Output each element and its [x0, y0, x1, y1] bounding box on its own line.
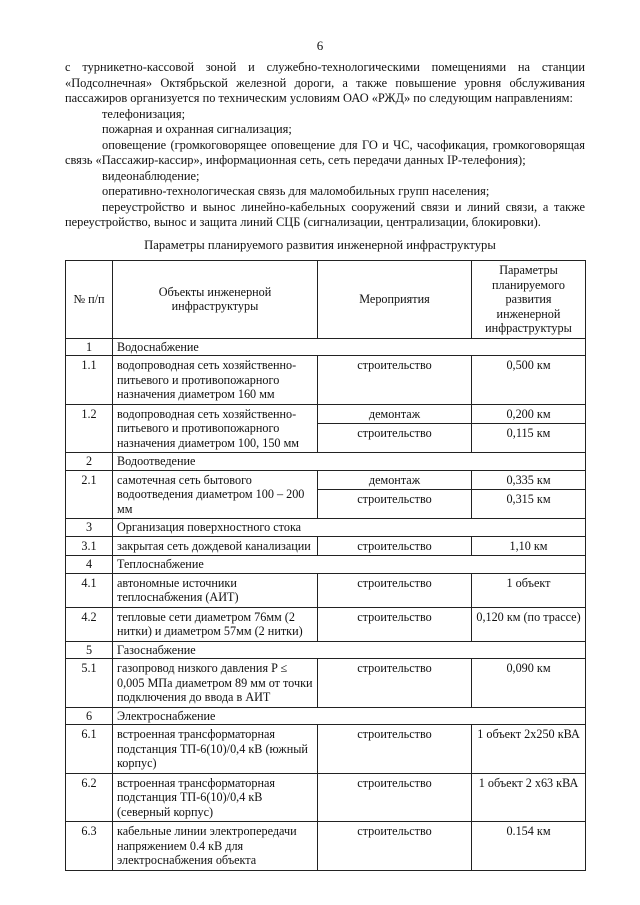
action-value: строительство	[357, 661, 432, 675]
row-number: 4.2	[66, 607, 113, 641]
action-value: строительство	[318, 423, 471, 443]
table-title: Параметры планируемого развития инженерной инфраструктуры	[144, 238, 496, 252]
object-cell: автономные источники теплоснабжения (АИТ)	[113, 573, 318, 607]
action-value: демонтаж	[368, 406, 421, 421]
object-cell: водопроводная сеть хозяйственно-питьевого и противопожарного назначения диаметром 100, 150 мм	[113, 404, 318, 453]
action-value: строительство	[357, 727, 432, 741]
intro-text	[65, 60, 585, 231]
section-title: Водоснабжение	[113, 338, 586, 356]
table-row	[66, 607, 586, 641]
row-number: 1.1	[66, 356, 113, 405]
infrastructure-table	[65, 260, 586, 871]
row-number: 3.1	[66, 536, 113, 556]
row-number: 2	[66, 453, 113, 471]
object-cell: встроенная трансформаторная подстанция ТП-6(10)/0,4 кВ (южный корпус)	[113, 725, 318, 774]
section-title: Организация поверхностного стока	[113, 519, 586, 537]
row-number: 3	[66, 519, 113, 537]
params-cell	[472, 404, 586, 453]
params-cell	[472, 725, 586, 774]
param-value: 0,115 км	[472, 423, 585, 443]
param-value: 1 объект 2х250 кВА	[477, 727, 580, 741]
header-action: Мероприятия	[318, 261, 472, 339]
section-row	[66, 453, 586, 471]
action-cell	[318, 822, 472, 871]
intro-item: оповещение (громкоговорящее оповещение для ГО и ЧС, часофикация, громкоговорящая связь «Пассажир-кассир», информационная сеть, сеть передачи данных IP-телефония);	[65, 137, 585, 167]
section-row	[66, 556, 586, 574]
object-cell: газопровод низкого давления P ≤ 0,005 МПа диаметром 89 мм от точки подключения до ввода в АИТ	[113, 659, 318, 708]
header-params: Параметры планируемого развития инженерной инфраструктуры	[472, 261, 586, 339]
row-number: 1.2	[66, 404, 113, 453]
param-value: 1,10 км	[509, 538, 548, 553]
action-value: строительство	[357, 609, 432, 624]
row-number: 6.2	[66, 773, 113, 822]
intro-item: оперативно-технологическая связь для маломобильных групп населения;	[102, 184, 490, 198]
param-value: 0,200 км	[506, 406, 551, 421]
table-row	[66, 659, 586, 708]
param-value: 0,090 км	[506, 661, 551, 675]
page-number: 6	[316, 38, 324, 53]
action-cell	[318, 659, 472, 708]
section-title: Водоотведение	[113, 453, 586, 471]
section-title: Газоснабжение	[113, 641, 586, 659]
table-row	[66, 773, 586, 822]
row-number: 4	[66, 556, 113, 574]
section-row	[66, 519, 586, 537]
row-number: 1	[66, 338, 113, 356]
action-cell	[318, 725, 472, 774]
object-cell: кабельные линии электропередачи напряжением 0.4 кВ для электроснабжения объекта	[113, 822, 318, 871]
params-cell	[472, 356, 586, 405]
param-value: 0.154 км	[506, 824, 551, 838]
table-row	[66, 404, 586, 453]
table-row	[66, 822, 586, 871]
intro-paragraph: с турникетно-кассовой зоной и служебно-технологическими помещениями на станции «Подсолнечная» Октябрьской железной дороги, а также повышение уровня обслуживания пассажиров организуется по техническим условиям ОАО «РЖД» по следующим направлениям:	[65, 60, 585, 105]
row-number: 6.3	[66, 822, 113, 871]
action-cell	[318, 773, 472, 822]
action-value: строительство	[357, 575, 432, 590]
params-cell	[472, 659, 586, 708]
section-row	[66, 641, 586, 659]
action-cell	[318, 573, 472, 607]
action-cell	[318, 470, 472, 519]
section-title: Электроснабжение	[113, 707, 586, 725]
action-value: строительство	[357, 538, 432, 553]
section-row	[66, 338, 586, 356]
row-number: 4.1	[66, 573, 113, 607]
header-num: № п/п	[66, 261, 113, 339]
action-value: демонтаж	[368, 472, 421, 487]
object-cell: самотечная сеть бытового водоотведения диаметром 100 – 200 мм	[113, 470, 318, 519]
table-row	[66, 536, 586, 556]
table-header-row	[66, 261, 586, 339]
row-number: 2.1	[66, 470, 113, 519]
section-title: Теплоснабжение	[113, 556, 586, 574]
object-cell: тепловые сети диаметром 76мм (2 нитки) и диаметром 57мм (2 нитки)	[113, 607, 318, 641]
object-cell: водопроводная сеть хозяйственно-питьевого и противопожарного назначения диаметром 160 мм	[113, 356, 318, 405]
action-value: строительство	[357, 775, 432, 790]
row-number: 6.1	[66, 725, 113, 774]
intro-item: телефонизация;	[102, 106, 186, 121]
table-row	[66, 573, 586, 607]
params-cell	[472, 573, 586, 607]
params-cell	[472, 607, 586, 641]
intro-item: пожарная и охранная сигнализация;	[102, 122, 292, 136]
action-cell	[318, 607, 472, 641]
object-cell: встроенная трансформаторная подстанция ТП-6(10)/0,4 кВ (северный корпус)	[113, 773, 318, 822]
row-number: 6	[66, 707, 113, 725]
row-number: 5	[66, 641, 113, 659]
action-value: строительство	[318, 489, 471, 509]
table-row	[66, 725, 586, 774]
params-cell	[472, 773, 586, 822]
param-value: 0,315 км	[472, 489, 585, 509]
param-value: 1 объект 2 х63 кВА	[478, 775, 579, 790]
object-cell: закрытая сеть дождевой канализации	[113, 536, 318, 556]
row-number: 5.1	[66, 659, 113, 708]
params-cell	[472, 822, 586, 871]
action-value: строительство	[357, 824, 432, 838]
action-cell	[318, 404, 472, 453]
table-body	[66, 338, 586, 870]
params-cell	[472, 470, 586, 519]
action-cell	[318, 536, 472, 556]
param-value: 0,500 км	[506, 358, 551, 372]
param-value: 1 объект	[506, 575, 551, 590]
param-value: 0,120 км (по трассе)	[476, 609, 581, 624]
action-value: строительство	[357, 358, 432, 372]
intro-item: переустройство и вынос линейно-кабельных сооружений связи и линий связи, а также переустройство, вынос и защита линий СЦБ (сигнализации, централизации, блокировки).	[65, 199, 585, 229]
section-row	[66, 707, 586, 725]
header-object: Объекты инженерной инфраструктуры	[113, 261, 318, 339]
action-cell	[318, 356, 472, 405]
table-row	[66, 470, 586, 519]
table-row	[66, 356, 586, 405]
intro-item: видеонаблюдение;	[102, 168, 200, 183]
param-value: 0,335 км	[506, 472, 551, 487]
params-cell	[472, 536, 586, 556]
